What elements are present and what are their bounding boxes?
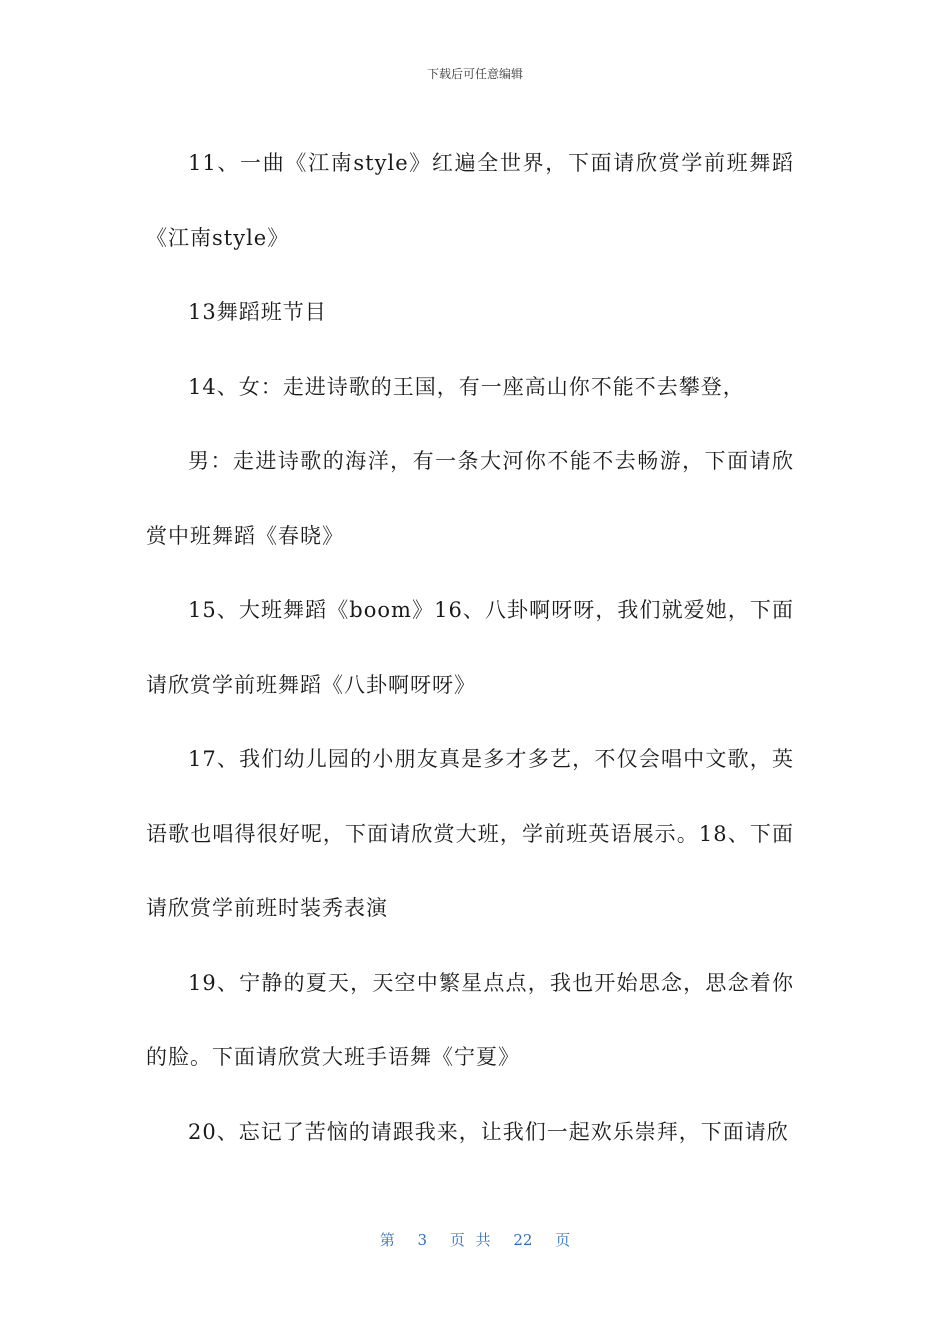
paragraph-6: 17、我们幼儿园的小朋友真是多才多艺，不仅会唱中文歌，英语歌也唱得很好呢，下面请欣赏大班，学前班英语展示。18、下面请欣赏学前班时装秀表演 [146,747,794,920]
header-text: 下载后可任意编辑 [426,67,523,81]
paragraph-4: 男：走进诗歌的海洋，有一条大河你不能不去畅游，下面请欣赏中班舞蹈《春晓》 [146,449,794,548]
footer-middle: 页 共 [449,1231,491,1249]
paragraph-7: 19、宁静的夏天，天空中繁星点点，我也开始思念，思念着你的脸。下面请欣赏大班手语舞《宁夏》 [146,970,794,1069]
footer-suffix: 页 [555,1231,571,1249]
page-footer [0,1230,950,1250]
footer-page-number: 3 [417,1231,428,1249]
paragraph-8: 20、忘记了苦恼的请跟我来，让我们一起欢乐崇拜，下面请欣 [188,1119,789,1144]
footer-total-pages: 22 [513,1231,533,1249]
paragraph-2: 13舞蹈班节目 [188,300,327,324]
paragraph-1: 11、一曲《江南style》红遍全世界，下面请欣赏学前班舞蹈《江南style》 [146,151,794,250]
page-header [0,66,950,82]
document-body [146,126,794,1169]
footer-prefix: 第 [379,1231,395,1249]
paragraph-5: 15、大班舞蹈《boom》16、八卦啊呀呀，我们就爱她，下面请欣赏学前班舞蹈《八卦啊呀呀》 [146,598,794,697]
paragraph-3: 14、女：走进诗歌的王国，有一座高山你不能不去攀登， [188,374,745,399]
